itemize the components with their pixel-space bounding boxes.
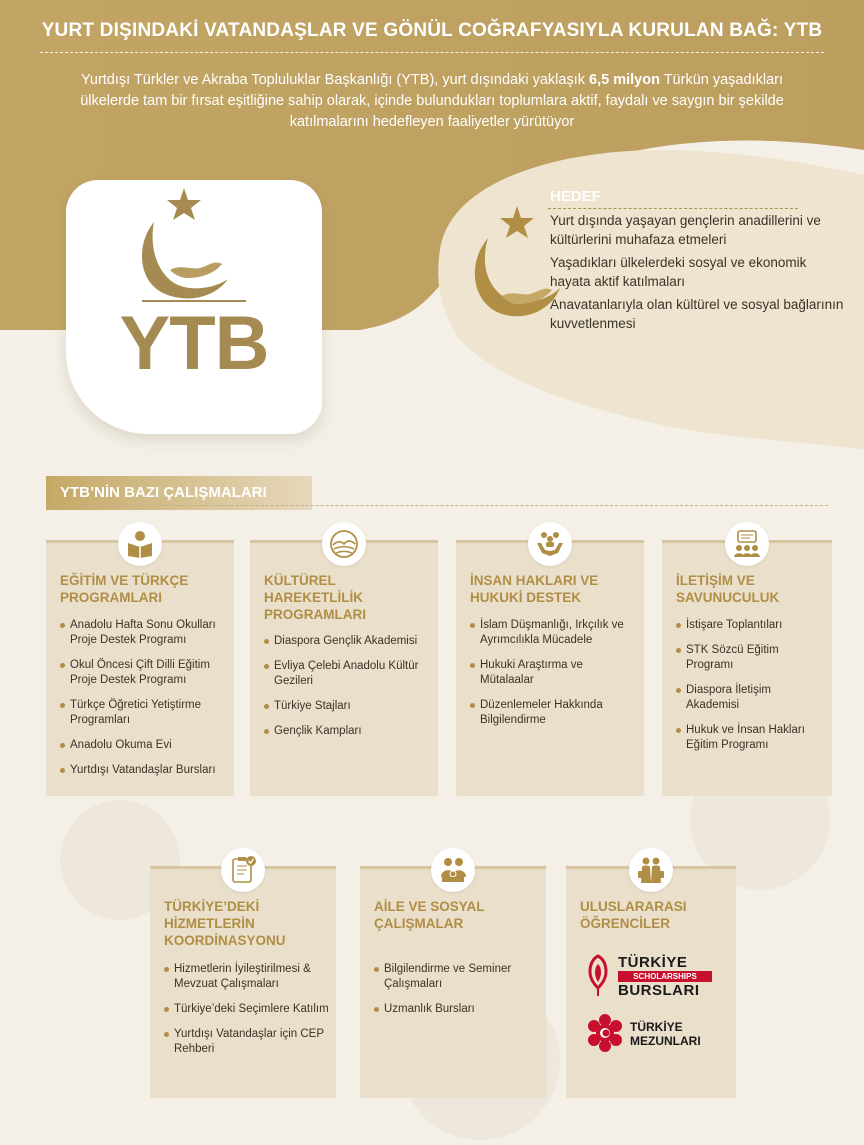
- card-title: AİLE VE SOSYAL ÇALIŞMALAR: [374, 899, 485, 931]
- speech-group-icon: [725, 522, 769, 566]
- card-title: İLETİŞİM VE SAVUNUCULUK: [676, 573, 780, 605]
- alumni-logo-line2: MEZUNLARI: [630, 1034, 701, 1048]
- intro-highlight: 6,5 milyon: [589, 72, 660, 88]
- list-item: Hukuki Araştırma ve Mütalaalar: [470, 658, 638, 688]
- card-family: [360, 866, 546, 1098]
- list-item: Düzenlemeler Hakkında Bilgilendirme: [470, 698, 638, 728]
- students-icon: [629, 848, 673, 892]
- reading-person-icon: [118, 522, 162, 566]
- rosette-icon: [584, 1012, 626, 1054]
- list-item: İstişare Toplantıları: [676, 618, 826, 633]
- ytb-logo-text: YTB: [119, 301, 269, 386]
- card-list: [164, 962, 330, 1067]
- card-title: KÜLTÜREL HAREKETLİLİK PROGRAMLARI: [264, 573, 366, 622]
- card-list: [470, 618, 638, 738]
- card-title: ULUSLARARASI ÖĞRENCİLER: [580, 899, 687, 931]
- card-list: [264, 634, 432, 749]
- tulip-icon: [582, 952, 614, 998]
- card-title: EĞİTİM VE TÜRKÇE PROGRAMLARI: [60, 573, 189, 605]
- list-item: Evliya Çelebi Anadolu Kültür Gezileri: [264, 659, 432, 689]
- list-item: Türkiye Stajları: [264, 699, 432, 714]
- card-list: [374, 962, 540, 1027]
- checklist-icon: [221, 848, 265, 892]
- list-item: Anadolu Okuma Evi: [60, 738, 228, 753]
- list-item: Okul Öncesi Çift Dilli Eğitim Proje Destek Programı: [60, 658, 228, 688]
- scholarship-logo-line3: BURSLARI: [618, 982, 700, 999]
- card-human-rights: [456, 540, 644, 796]
- scholarship-logo-line1: TÜRKİYE: [618, 954, 688, 971]
- list-item: Türkçe Öğretici Yetiştirme Programları: [60, 698, 228, 728]
- family-icon: [431, 848, 475, 892]
- card-education: [46, 540, 234, 796]
- card-coordination: [150, 866, 336, 1098]
- list-item: İslam Düşmanlığı, Irkçılık ve Ayrımcılıkla Mücadele: [470, 618, 638, 648]
- title-divider: [40, 52, 824, 53]
- list-item: Yurtdışı Vatandaşlar için CEP Rehberi: [164, 1027, 330, 1057]
- hedef-list: [550, 212, 850, 338]
- hedef-divider: [548, 208, 798, 209]
- turkiye-burslari-logo: [582, 952, 722, 1000]
- list-item: Türkiye’deki Seçimlere Katılım: [164, 1002, 330, 1017]
- list-item: Diaspora İletişim Akademisi: [676, 683, 826, 713]
- card-international-students: [566, 866, 736, 1098]
- turkiye-mezunlari-logo: [584, 1012, 724, 1056]
- list-item: Diaspora Gençlik Akademisi: [264, 634, 432, 649]
- list-item: Hizmetlerin İyileştirilmesi & Mevzuat Çalışmaları: [164, 962, 330, 992]
- landscape-icon: [322, 522, 366, 566]
- list-item: Anadolu Hafta Sonu Okulları Proje Destek Programı: [60, 618, 228, 648]
- card-list: [60, 618, 228, 788]
- scholarship-logo-line2: SCHOLARSHIPS: [618, 971, 712, 982]
- list-item: Bilgilendirme ve Seminer Çalışmaları: [374, 962, 540, 992]
- card-communication: [662, 540, 832, 796]
- people-hands-icon: [528, 522, 572, 566]
- page-title: YURT DIŞINDAKİ VATANDAŞLAR VE GÖNÜL COĞRAFYASIYLA KURULAN BAĞ: YTB: [41, 20, 823, 41]
- list-item: Hukuk ve İnsan Hakları Eğitim Programı: [676, 723, 826, 753]
- ytb-logo-card: [66, 180, 322, 434]
- alumni-logo-line1: TÜRKİYE: [630, 1020, 683, 1034]
- works-divider: [46, 505, 828, 506]
- list-item: Uzmanlık Bursları: [374, 1002, 540, 1017]
- card-culture: [250, 540, 438, 796]
- list-item: Gençlik Kampları: [264, 724, 432, 739]
- list-item: STK Sözcü Eğitim Programı: [676, 643, 826, 673]
- hedef-item: Anavatanlarıyla olan kültürel ve sosyal bağlarının kuvvetlenmesi: [550, 297, 844, 331]
- hedef-title: HEDEF: [550, 188, 601, 205]
- hedef-item: Yaşadıkları ülkelerdeki sosyal ve ekonomik hayata aktif katılmaları: [550, 255, 807, 289]
- card-title: TÜRKİYE’DEKİ HİZMETLERİN KOORDİNASYONU: [164, 899, 286, 948]
- card-list: [676, 618, 826, 763]
- card-title: İNSAN HAKLARI VE HUKUKİ DESTEK: [470, 573, 599, 605]
- hedef-item: Yurt dışında yaşayan gençlerin anadillerini ve kültürlerini muhafaza etmeleri: [550, 213, 821, 247]
- list-item: Yurtdışı Vatandaşlar Bursları: [60, 763, 228, 778]
- intro-text: Yurtdışı Türkler ve Akraba Topluluklar Başkanlığı (YTB), yurt dışındaki yaklaşık 6,5 milyon Türkün yaşadıkları ülkelerde tam bir fırsat eşitliğine sahip olarak, içinde bulundukları toplumlara aktif, faydalı ve saygın bir şekilde katılmalarını hedefleyen faaliyetler yürütüyor: [80, 72, 784, 130]
- works-section-title: YTB’NİN BAZI ÇALIŞMALARI: [46, 476, 312, 510]
